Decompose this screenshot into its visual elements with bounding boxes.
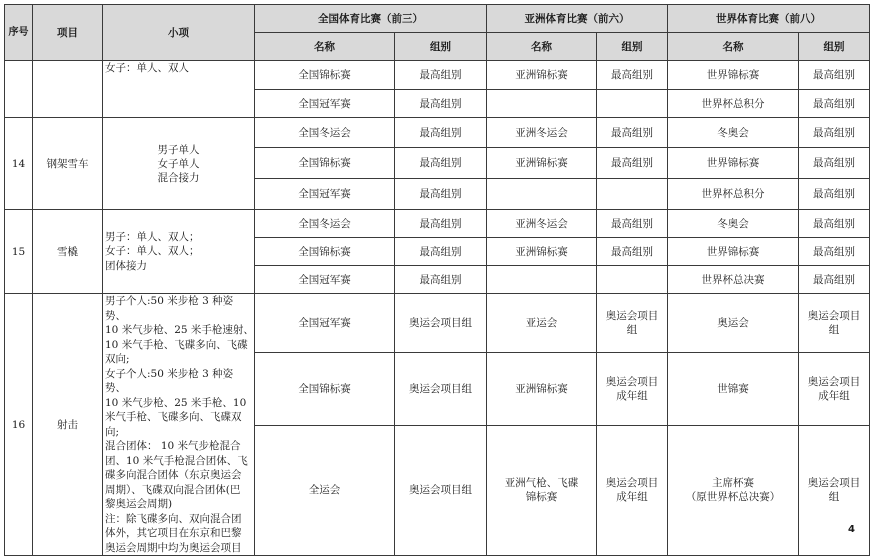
- world-name-cell: 世界锦标赛: [668, 61, 799, 90]
- sub-line: 碟多向混合团体（东京奥运会: [105, 469, 242, 481]
- sub-line: 男子个人:50 米步枪 3 种姿势、: [105, 295, 234, 322]
- table-row: [5, 210, 870, 238]
- item-cell: 雪橇: [33, 210, 103, 294]
- asian-group-cell: 最高组别: [597, 61, 668, 90]
- header-item: 项目: [33, 5, 103, 61]
- sub-line: 团、10 米气手枪混合团体、飞: [105, 454, 248, 467]
- header-row-1: [5, 5, 870, 33]
- world-group-cell: [799, 294, 870, 353]
- item-cell: [33, 61, 103, 118]
- asian-group-cell: 最高组别: [597, 148, 668, 179]
- national-group-cell: 最高组别: [395, 148, 487, 179]
- cell-line: 组: [828, 491, 840, 504]
- world-group-cell: 最高组别: [799, 179, 870, 210]
- asian-group-cell: [597, 294, 668, 353]
- sub-line: 女子单人: [157, 157, 200, 170]
- world-group-cell: 最高组别: [799, 210, 870, 238]
- world-name-cell: 奥运会: [668, 294, 799, 353]
- cell-line: 奥运会项目: [605, 309, 659, 322]
- sub-cell: [103, 118, 255, 210]
- cell-line: 奥运会项目: [807, 477, 861, 490]
- sub-line: 团体接力: [105, 259, 147, 272]
- national-name-cell: 全国锦标赛: [255, 61, 395, 90]
- sub-cell: [103, 294, 255, 556]
- header-world: 世界体育比赛（前八）: [668, 5, 870, 33]
- sub-line: 黎奥运会周期): [105, 498, 173, 510]
- header-group: 组别: [799, 33, 870, 61]
- world-group-cell: 最高组别: [799, 118, 870, 148]
- asian-name-cell: [487, 90, 597, 118]
- national-name-cell: 全国锦标赛: [255, 238, 395, 266]
- national-group-cell: 最高组别: [395, 266, 487, 294]
- sub-line: 体外，其它项目在东京和巴黎: [105, 527, 242, 539]
- world-name-cell: 世界杯总决赛: [668, 266, 799, 294]
- world-group-cell: 最高组别: [799, 90, 870, 118]
- national-name-cell: 全国冠军赛: [255, 179, 395, 210]
- national-group-cell: 奥运会项目组: [395, 425, 487, 555]
- national-group-cell: 奥运会项目组: [395, 352, 487, 425]
- national-name-cell: 全国冬运会: [255, 210, 395, 238]
- sub-line: 女子：单人、双人；: [105, 245, 200, 258]
- world-group-cell: 最高组别: [799, 61, 870, 90]
- item-cell: 钢架雪车: [33, 118, 103, 210]
- seq-cell: 16: [5, 294, 33, 556]
- sub-cell: 女子：单人、双人: [103, 61, 255, 118]
- seq-cell: [5, 61, 33, 118]
- national-group-cell: 奥运会项目组: [395, 294, 487, 353]
- header-name: 名称: [668, 33, 799, 61]
- cell-line: 亚洲气枪、飞碟: [504, 477, 579, 490]
- national-name-cell: 全国锦标赛: [255, 148, 395, 179]
- cell-line: 组: [828, 323, 840, 336]
- sub-line: 女子个人:50 米步枪 3 种姿势、: [105, 367, 234, 394]
- table-row: [5, 118, 870, 148]
- sub-line: 10 米气步枪、25 米手枪、10: [105, 396, 247, 409]
- national-name-cell: 全国锦标赛: [255, 352, 395, 425]
- header-seq: 序号: [5, 5, 33, 61]
- cell-line: 奥运会项目: [807, 375, 861, 388]
- national-group-cell: 最高组别: [395, 238, 487, 266]
- asian-group-cell: [597, 90, 668, 118]
- world-group-cell: [799, 352, 870, 425]
- asian-group-cell: 最高组别: [597, 238, 668, 266]
- asian-name-cell: [487, 266, 597, 294]
- national-group-cell: 最高组别: [395, 61, 487, 90]
- asian-group-cell: 最高组别: [597, 210, 668, 238]
- sub-line: 混合团体： 10 米气步枪混合: [105, 440, 241, 452]
- world-name-cell: 世界杯总积分: [668, 90, 799, 118]
- seq-cell: 15: [5, 210, 33, 294]
- sub-line: 注：除飞碟多向、双向混合团: [105, 512, 242, 525]
- world-group-cell: 最高组别: [799, 238, 870, 266]
- asian-group-cell: [597, 179, 668, 210]
- national-name-cell: 全运会: [255, 425, 395, 555]
- item-cell: 射击: [33, 294, 103, 556]
- national-group-cell: 最高组别: [395, 179, 487, 210]
- world-name-cell: 世锦赛: [668, 352, 799, 425]
- sub-line: 双向;: [105, 353, 130, 365]
- header-group: 组别: [395, 33, 487, 61]
- world-name-cell: 世界锦标赛: [668, 238, 799, 266]
- cell-line: 成年组: [818, 389, 850, 402]
- table-row: [5, 294, 870, 353]
- sub-line: 奥运会周期中均为奥运会项目: [105, 541, 242, 554]
- cell-line: 组: [626, 323, 638, 336]
- cell-line: （原世界杯总决赛）: [685, 491, 781, 504]
- cell-line: 锦标赛: [525, 491, 558, 504]
- sub-line: 米气手枪、飞碟多向、飞碟双向;: [105, 411, 242, 438]
- header-national: 全国体育比赛（前三）: [255, 5, 487, 33]
- national-name-cell: 全国冠军赛: [255, 266, 395, 294]
- world-group-cell: [799, 425, 870, 555]
- asian-name-cell: [487, 425, 597, 555]
- sub-line: 男子单人: [157, 143, 200, 156]
- asian-name-cell: 亚洲锦标赛: [487, 148, 597, 179]
- cell-line: 成年组: [616, 491, 648, 504]
- events-table: [4, 4, 870, 556]
- asian-name-cell: [487, 179, 597, 210]
- table-row: [5, 61, 870, 90]
- asian-name-cell: 亚洲锦标赛: [487, 61, 597, 90]
- asian-name-cell: 亚运会: [487, 294, 597, 353]
- asian-name-cell: 亚洲冬运会: [487, 118, 597, 148]
- cell-line: 奥运会项目: [807, 309, 861, 322]
- asian-name-cell: 亚洲锦标赛: [487, 352, 597, 425]
- sub-line: 周期）、飞碟双向混合团体(巴: [105, 483, 241, 496]
- cell-line: 奥运会项目: [605, 375, 659, 388]
- asian-group-cell: [597, 266, 668, 294]
- world-name-cell: [668, 425, 799, 555]
- header-name: 名称: [255, 33, 395, 61]
- header-group: 组别: [597, 33, 668, 61]
- asian-group-cell: 最高组别: [597, 118, 668, 148]
- asian-name-cell: 亚洲冬运会: [487, 210, 597, 238]
- cell-line: 成年组: [616, 389, 648, 402]
- sub-line: 10 米气步枪、25 米手枪速射、: [105, 324, 254, 336]
- national-group-cell: 最高组别: [395, 90, 487, 118]
- cell-line: 奥运会项目: [605, 477, 659, 490]
- sub-cell: [103, 210, 255, 294]
- national-name-cell: 全国冠军赛: [255, 90, 395, 118]
- world-name-cell: 世界杯总积分: [668, 179, 799, 210]
- asian-group-cell: [597, 352, 668, 425]
- sub-line: 10 米气手枪、飞碟多向、飞碟: [105, 338, 248, 351]
- national-name-cell: 全国冬运会: [255, 118, 395, 148]
- sub-line: 男子：单人、双人；: [105, 230, 200, 243]
- header-asian: 亚洲体育比赛（前六）: [487, 5, 668, 33]
- world-name-cell: 世界锦标赛: [668, 148, 799, 179]
- world-name-cell: 冬奥会: [668, 118, 799, 148]
- world-group-cell: 最高组别: [799, 266, 870, 294]
- national-group-cell: 最高组别: [395, 210, 487, 238]
- sub-line: 混合接力: [157, 171, 200, 184]
- seq-cell: 14: [5, 118, 33, 210]
- asian-group-cell: [597, 425, 668, 555]
- world-group-cell: 最高组别: [799, 148, 870, 179]
- national-name-cell: 全国冠军赛: [255, 294, 395, 353]
- national-group-cell: 最高组别: [395, 118, 487, 148]
- asian-name-cell: 亚洲锦标赛: [487, 238, 597, 266]
- page-number: 4: [848, 524, 855, 535]
- world-name-cell: 冬奥会: [668, 210, 799, 238]
- header-sub: 小项: [103, 5, 255, 61]
- cell-line: 主席杯赛: [712, 477, 754, 490]
- header-name: 名称: [487, 33, 597, 61]
